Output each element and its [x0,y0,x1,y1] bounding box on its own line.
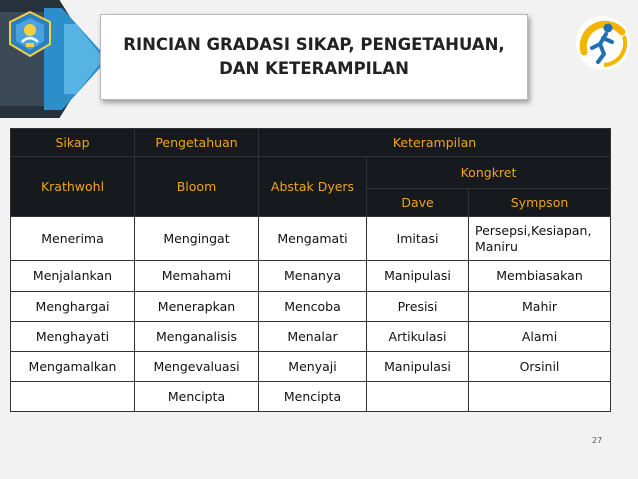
cell-dyers: Mencipta [259,382,367,412]
cell-dave: Imitasi [367,217,469,261]
cell-dyers: Menyaji [259,352,367,382]
cell-dave: Artikulasi [367,322,469,352]
cell-sympson [469,382,611,412]
page-number: 27 [592,436,603,445]
cell-krathwohl: Menghayati [11,322,135,352]
title-line-1: RINCIAN GRADASI SIKAP, PENGETAHUAN, [123,35,505,54]
title-box [100,14,528,100]
cell-dave: Manipulasi [367,261,469,292]
header-sympson: Sympson [469,189,611,217]
cell-dyers: Menalar [259,322,367,352]
header-keterampilan: Keterampilan [259,129,611,157]
table-row [11,292,611,322]
cell-bloom: Mengingat [135,217,259,261]
cell-bloom: Menganalisis [135,322,259,352]
cell-bloom: Menerapkan [135,292,259,322]
cell-dave [367,382,469,412]
cell-dave: Presisi [367,292,469,322]
header-bloom: Bloom [135,157,259,217]
table-row [11,261,611,292]
cell-sympson: Alami [469,322,611,352]
tut-wuri-handayani-logo [6,10,54,58]
cell-bloom: Memahami [135,261,259,292]
cell-bloom: Mengevaluasi [135,352,259,382]
cell-krathwohl: Mengamalkan [11,352,135,382]
header-pengetahuan: Pengetahuan [135,129,259,157]
cell-krathwohl: Menerima [11,217,135,261]
cell-sympson: Orsinil [469,352,611,382]
title-line-2: DAN KETERAMPILAN [219,59,409,78]
kurikulum-2013-logo [574,14,632,72]
cell-dyers: Mengamati [259,217,367,261]
cell-krathwohl [11,382,135,412]
cell-dyers: Menanya [259,261,367,292]
header-row-2 [11,157,611,189]
cell-krathwohl: Menjalankan [11,261,135,292]
header-sikap: Sikap [11,129,135,157]
header-row-1 [11,129,611,157]
header-dave: Dave [367,189,469,217]
table-row [11,352,611,382]
header-kongkret: Kongkret [367,157,611,189]
table-row [11,382,611,412]
cell-sympson: Membiasakan [469,261,611,292]
cell-sympson: Mahir [469,292,611,322]
table-row [11,322,611,352]
cell-dyers: Mencoba [259,292,367,322]
gradasi-table [10,128,611,412]
cell-krathwohl: Menghargai [11,292,135,322]
header-abstak-dyers: Abstak Dyers [259,157,367,217]
cell-dave: Manipulasi [367,352,469,382]
decor-chevron-light-blue [64,24,104,94]
table-row [11,217,611,261]
cell-sympson: Persepsi,Kesiapan, Maniru [469,217,611,261]
cell-bloom: Mencipta [135,382,259,412]
header-krathwohl: Krathwohl [11,157,135,217]
